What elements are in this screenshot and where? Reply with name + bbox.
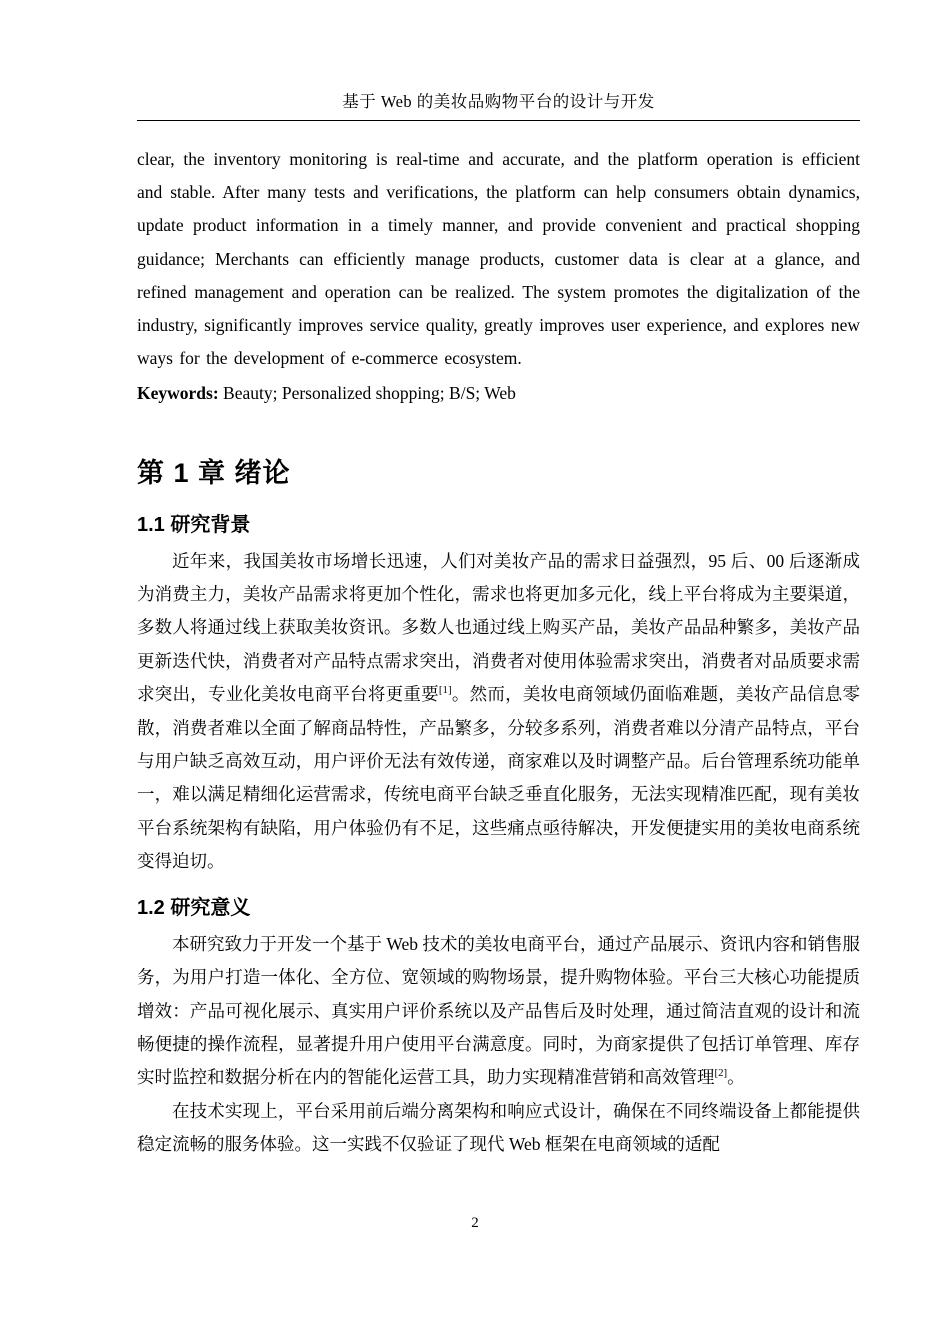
keywords-text: Beauty; Personalized shopping; B/S; Web [223,383,516,404]
section-heading-1-2: 1.2 研究意义 [137,896,251,919]
page-header [137,88,860,121]
page-number: 2 [471,1215,479,1231]
paragraph-research-background: 近年来，我国美妆市场增长迅速，人们对美妆产品的需求日益强烈，95 后、00 后逐渐成为消费主力，美妆产品需求将更加个性化，需求也将更加多元化，线上平台将成为主要渠道，多数人将通过线上获取美妆资讯。多数人也通过线上购买产品，美妆产品品种繁多，美妆产品更新迭代快，消费者对产品特点需求突出，消费者对使用体验需求突出，消费者对品质要求需求突出，专业化美妆电商平台将更重要[1]。然而，美妆电商领域仍面临难题，美妆产品信息零散，消费者难以全面了解商品特性，产品繁多，分较多系列，消费者难以分清产品特点，平台与用户缺乏高效互动，用户评价无法有效传递，商家难以及时调整产品。后台管理系统功能单一，难以满足精细化运营需求，传统电商平台缺乏垂直化服务，无法实现精准匹配，现有美妆平台系统架构有缺陷，用户体验仍有不足，这些痛点亟待解决，开发便捷实用的美妆电商系统变得迫切。 [137,550,861,872]
section-heading-1-1: 1.1 研究背景 [137,513,251,536]
header-title: 基于 Web 的美妆品购物平台的设计与开发 [342,92,655,111]
paragraph-research-significance-1: 本研究致力于开发一个基于 Web 技术的美妆电商平台，通过产品展示、资讯内容和销售服务，为用户打造一体化、全方位、宽领域的购物场景，提升购物体验。平台三大核心功能提质增效：产品可视化展示、真实用户评价系统以及产品售后及时处理，通过简洁直观的设计和流畅便捷的操作流程，显著提升用户使用平台满意度。同时，为商家提供了包括订单管理、库存实时监控和数据分析在内的智能化运营工具，助力实现精准营销和高效管理[2]。 [137,933,860,1088]
abstract-paragraph: clear, the inventory monitoring is real-time and accurate, and the platform operation is efficient and stable. After many tests and verifications, the platform can help consumers obtain dynamics, update product information in a timely manner, and provide convenient and practical shopping guidance; Merchants can efficiently manage products, customer data is clear at a glance, and refined management and operation can be realized. The system promotes the digitalization of the industry, significantly improves service quality, greatly improves user experience, and explores new ways for the development of e-commerce ecosystem. [137,149,860,369]
keywords-label: Keywords: [137,383,219,404]
chapter-title: 第 1 章 绪论 [137,457,291,488]
paragraph-research-significance-2: 在技术实现上，平台采用前后端分离架构和响应式设计，确保在不同终端设备上都能提供稳定流畅的服务体验。这一实践不仅验证了现代 Web 框架在电商领域的适配 [137,1100,860,1155]
keywords-line [137,377,860,410]
